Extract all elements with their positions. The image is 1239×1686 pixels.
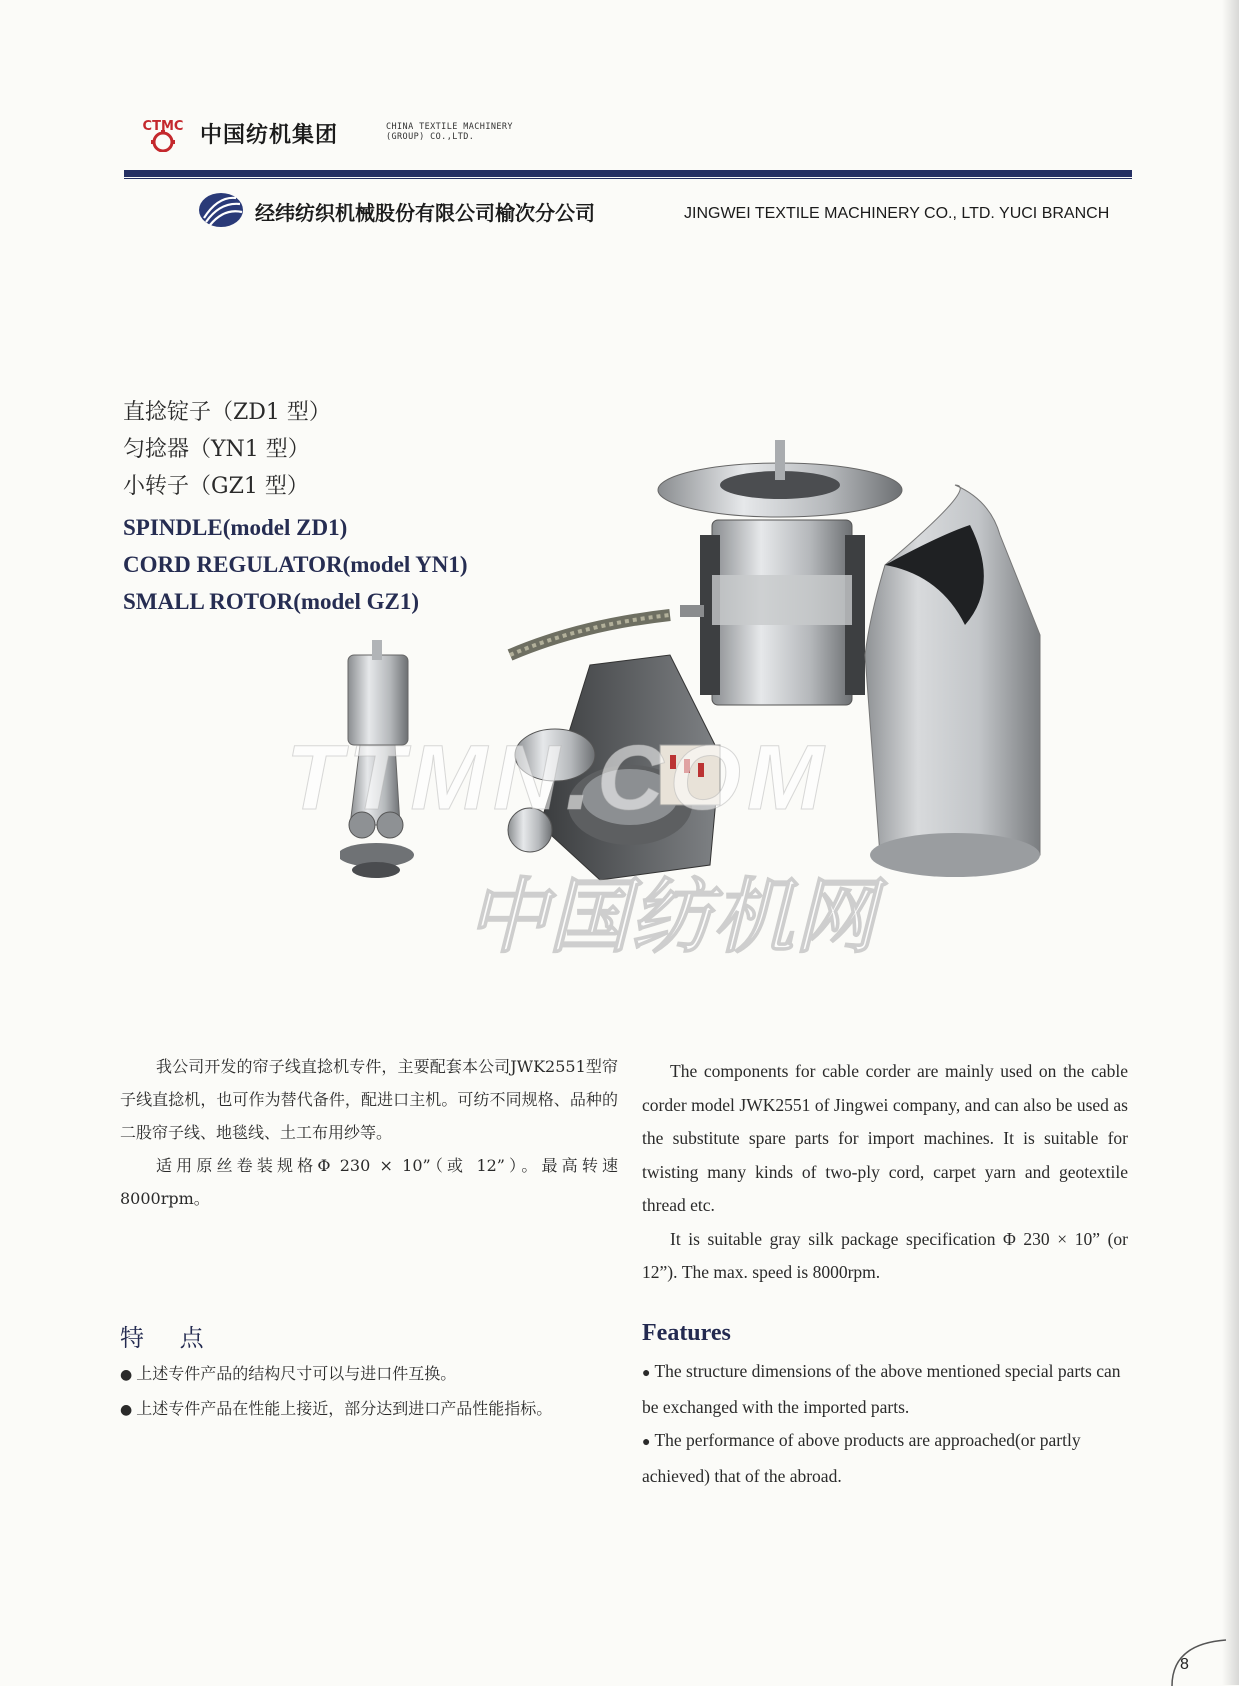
features-heading-en: Features [642,1320,731,1346]
jingwei-logo [196,190,246,230]
title-cn-rotor: 小转子（GZ1 型） [123,474,309,499]
bullet-icon: ● [642,1435,651,1450]
group-name-en [386,122,513,142]
features-list-en [642,1355,1132,1493]
feature-text-cn-2: 上述专件产品在性能上接近，部分达到进口产品性能指标。 [136,1399,553,1418]
watermark-cn: 中国纺机网 [466,872,876,963]
branch-name-cn: 经纬纺织机械股份有限公司榆次分公司 [255,201,595,225]
product-titles-cn [123,394,331,505]
ctmc-logo [132,118,194,152]
description-cn-para1: 我公司开发的帘子线直捻机专件，主要配套本公司JWK2551型帘子线直捻机，也可作为替代备件，配进口主机。可纺不同规格、品种的二股帘子线、地毯线、土工布用纱等。 [120,1057,618,1142]
header-rule [124,170,1132,177]
feature-item-cn-2 [120,1392,640,1427]
feature-item-en-2 [642,1424,1132,1493]
bullet-icon: ● [120,1402,133,1418]
binding-edge [1222,0,1239,1685]
header-rule-thin [124,178,1132,179]
description-cn [120,1050,618,1215]
bullet-icon: ● [120,1367,133,1383]
description-en-para2: It is suitable gray silk package specification Φ 230 × 10” (or 12”). The max. speed is 8000rpm. [642,1228,1128,1282]
description-en [642,1055,1128,1290]
description-cn-para2: 适用原丝卷装规格Φ 230 × 10”（或 12”）。最高转速8000rpm。 [120,1156,618,1208]
group-name-en-line1: CHINA TEXTILE MACHINERY [386,122,513,132]
feature-text-cn-1: 上述专件产品的结构尺寸可以与进口件互换。 [136,1364,457,1383]
watermark-ttmn: TTMN.COM [286,727,830,829]
feature-text-en-1: The structure dimensions of the above mentioned special parts can be exchanged with the imported parts. [642,1361,1121,1417]
svg-text:CTMC: CTMC [142,119,184,134]
title-cn-spindle: 直捻锭子（ZD1 型） [123,400,331,425]
group-name-en-line2: (GROUP) CO.,LTD. [386,132,475,142]
group-name-cn: 中国纺机集团 [200,123,339,148]
features-heading-cn: 特 点 [120,1324,218,1352]
feature-text-en-2: The performance of above products are approached(or partly achieved) that of the abroad. [642,1430,1081,1486]
title-en-spindle: SPINDLE(model ZD1) [123,515,348,540]
title-cn-regulator: 匀捻器（YN1 型） [123,437,310,462]
branch-name-en: JINGWEI TEXTILE MACHINERY CO., LTD. YUCI BRANCH [684,205,1110,222]
feature-item-en-1 [642,1355,1132,1424]
feature-item-cn-1 [120,1357,640,1392]
title-en-rotor: SMALL ROTOR(model GZ1) [123,589,420,614]
page-number: 8 [1180,1656,1189,1673]
bullet-icon: ● [642,1366,651,1381]
page-number-corner [1164,1636,1234,1686]
description-en-para1: The components for cable corder are mainly used on the cable corder model JWK2551 of Jingwei company, and can also be used as the substitute spare parts for import machines. It is suitable for twisting many kinds of two-ply cord, carpet yarn and geotextile thread etc. [642,1061,1128,1215]
features-list-cn [120,1357,640,1427]
title-en-regulator: CORD REGULATOR(model YN1) [123,552,468,577]
